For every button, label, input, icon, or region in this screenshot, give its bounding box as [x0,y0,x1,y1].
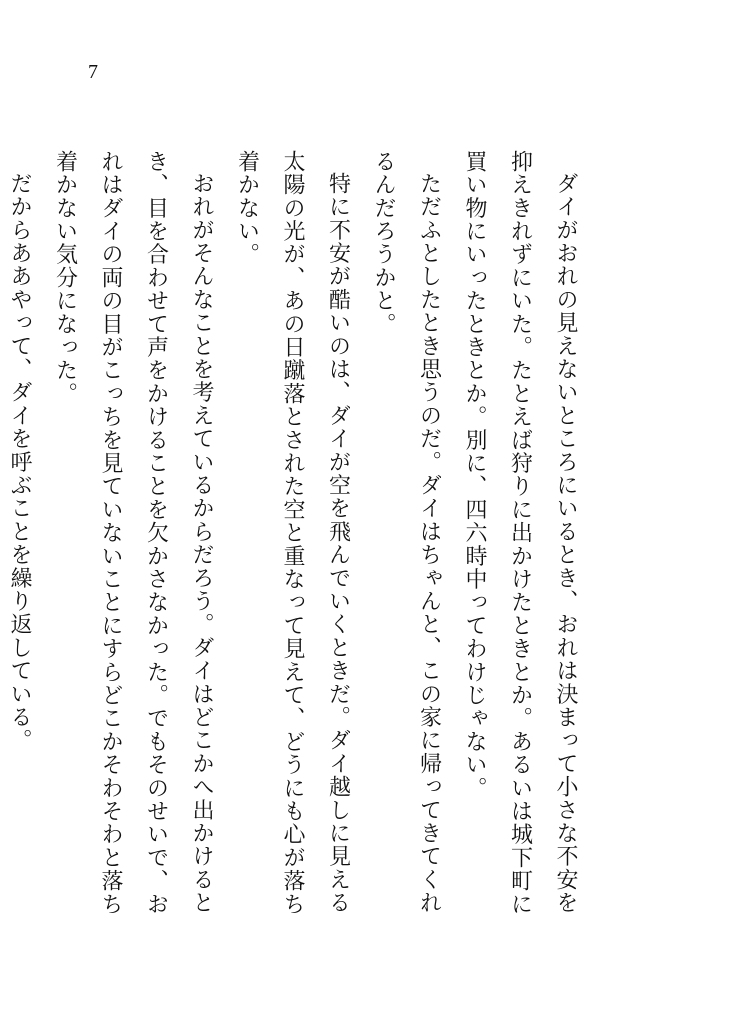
novel-text-body [7,150,588,930]
paragraph-3: 特に不安が酷いのは、ダイが空を飛んでいくときだ。ダイ越しに見える太陽の光が、あの日蹴落とされた空と重なって見えて、どうにも心が落ち着かない。 [234,150,351,916]
page-number: 7 [88,61,98,83]
paragraph-4: おれがそんなことを考えているからだろう。ダイはどこかへ出かけるとき、目を合わせて声をかけることを欠かさなかった。でもそのせいで、おれはダイの両の目がこっちを見ていないことにすらどこかそわそわと落ち着かない気分になった。 [52,150,214,916]
paragraph-2: ただふとしたとき思うのだ。ダイはちゃんと、この家に帰ってきてくれるんだろうかと。 [371,150,442,915]
paragraph-1: ダイがおれの見えないところにいるとき、おれは決まって小さな不安を抑えきれずにいた。たとえば狩りに出かけたときとか。あるいは城下町に買い物にいったときとか。別に、四六時中ってわけじゃない。 [462,150,578,916]
paragraph-5: だからああやって、ダイを呼ぶことを繰り返している。 [7,172,32,752]
